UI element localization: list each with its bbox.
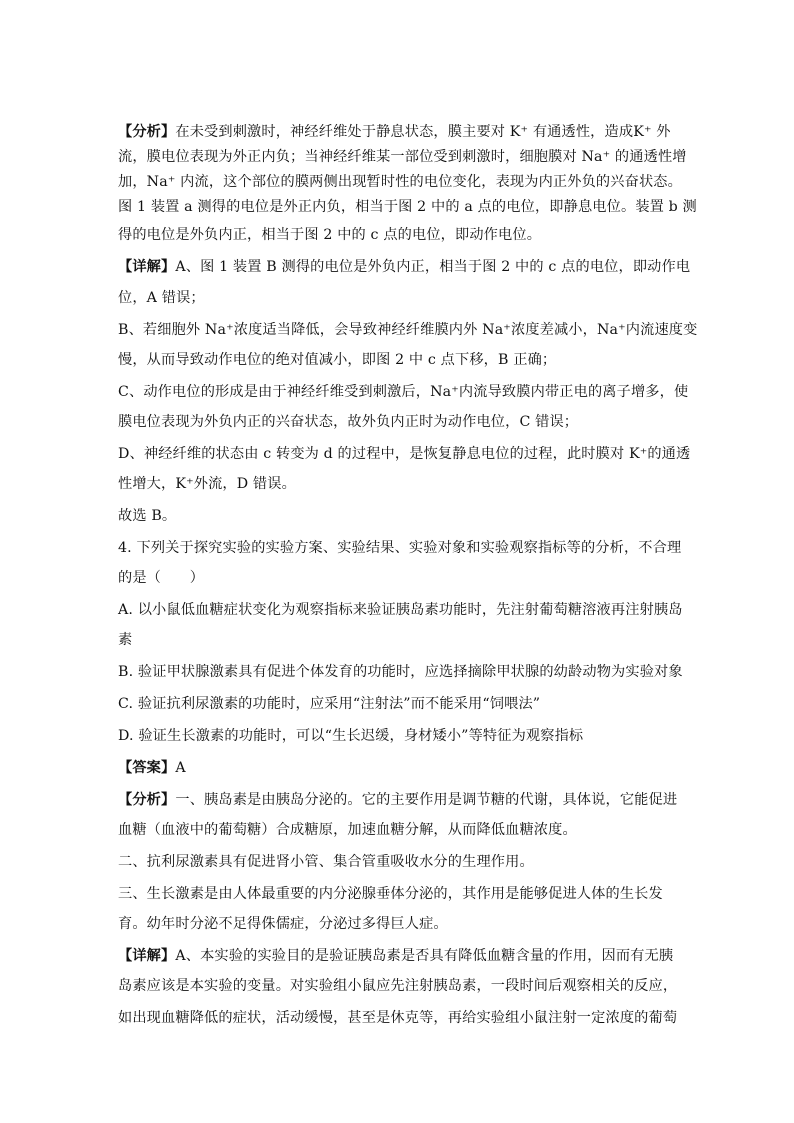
option-d: D. 验证生长激素的功能时，可以“生长迟缓，身材矮小”等特征为观察指标 <box>118 728 584 744</box>
analysis-line-1 <box>118 122 678 142</box>
analysis2-point-2: 二、抗利尿激素具有促进肾小管、集合管重吸收水分的生理作用。 <box>118 854 534 870</box>
detail-d-line-2: 性增大，K⁺外流，D 错误。 <box>118 476 296 492</box>
answer-value: A <box>175 760 186 776</box>
analysis-text: 在未受到刺激时，神经纤维处于静息状态，膜主要对 K⁺ 有通透性，造成K⁺ 外 <box>175 124 671 140</box>
detail2-line-1 <box>118 946 678 966</box>
detail-c-line-2: 膜电位表现为外负内正的兴奋状态，故外负内正时为动作电位，C 错误； <box>118 414 579 430</box>
analysis2-line-2: 血糖（血液中的葡萄糖）合成糖原，加速血糖分解，从而降低血糖浓度。 <box>118 822 577 838</box>
option-c: C. 验证抗利尿激素的功能时，应采用“注射法”而不能采用“饲喂法” <box>118 696 541 712</box>
detail-line-2: 位，A 错误； <box>118 290 205 306</box>
analysis2-line-1 <box>118 790 678 810</box>
analysis-line-4: 图 1 装置 a 测得的电位是外正内负，相当于图 2 中的 a 点的电位，即静息电位。装置 b 测 <box>118 199 697 215</box>
option-a-line-1: A. 以小鼠低血糖症状变化为观察指标来验证胰岛素功能时，先注射葡萄糖溶液再注射胰岛 <box>118 602 683 618</box>
detail-tag: 【详解】 <box>118 259 176 275</box>
answer-line <box>118 758 678 778</box>
option-a-line-2: 素 <box>118 632 133 648</box>
detail-c-line-1: C、动作电位的形成是由于神经纤维受到刺激后，Na⁺内流导致膜内带正电的离子增多，使 <box>118 384 689 400</box>
detail2-text: A、本实验的实验目的是验证胰岛素是否具有降低血糖含量的作用，因而有无胰 <box>175 948 674 964</box>
answer-tag: 【答案】 <box>118 760 176 776</box>
detail-line-1 <box>118 257 691 277</box>
detail-d-line-1: D、神经纤维的状态由 c 转变为 d 的过程中，是恢复静息电位的过程，此时膜对 K⁺的通透 <box>118 446 691 462</box>
detail-text: A、图 1 装置 B 测得的电位是外负内正，相当于图 2 中的 c 点的电位，即动作电 <box>175 259 691 275</box>
detail-b-line-1: B、若细胞外 Na⁺浓度适当降低，会导致神经纤维膜内外 Na⁺浓度差减小，Na⁺内流速度变 <box>118 322 698 338</box>
detail2-line-2: 岛素应该是本实验的变量。对实验组小鼠应先注射胰岛素，一段时间后观察相关的反应， <box>118 978 678 994</box>
analysis2-tag: 【分析】 <box>118 792 176 808</box>
analysis-line-3: 加，Na⁺ 内流，这个部位的膜两侧出现暂时性的电位变化，表现为内正外负的兴奋状态。 <box>118 174 682 190</box>
conclusion-line: 故选 B。 <box>118 508 177 524</box>
question-4-line-1: 4. 下列关于探究实验的实验方案、实验结果、实验对象和实验观察指标等的分析，不合理 <box>118 540 682 556</box>
detail2-line-3: 如出现血糖降低的症状，活动缓慢，甚至是休克等，再给实验组小鼠注射一定浓度的葡萄 <box>118 1010 678 1026</box>
analysis-tag: 【分析】 <box>118 124 176 140</box>
question-4-line-2: 的是（ ） <box>118 570 205 586</box>
option-b: B. 验证甲状腺激素具有促进个体发育的功能时，应选择摘除甲状腺的幼龄动物为实验对象 <box>118 664 683 680</box>
detail-b-line-2: 慢，从而导致动作电位的绝对值减小，即图 2 中 c 点下移，B 正确； <box>118 352 557 368</box>
analysis2-point-3-line-2: 育。幼年时分泌不足得侏儒症，分泌过多得巨人症。 <box>118 916 448 932</box>
analysis-line-5: 得的电位是外负内正，相当于图 2 中的 c 点的电位，即动作电位。 <box>118 227 542 243</box>
analysis-line-2: 流，膜电位表现为外正内负；当神经纤维某一部位受到刺激时，细胞膜对 Na⁺ 的通透性增 <box>118 149 687 165</box>
detail2-tag: 【详解】 <box>118 948 176 964</box>
analysis2-text: 一、胰岛素是由胰岛分泌的。它的主要作用是调节糖的代谢，具体说，它能促进 <box>175 792 678 808</box>
analysis2-point-3-line-1: 三、生长激素是由人体最重要的内分泌腺垂体分泌的，其作用是能够促进人体的生长发 <box>118 886 663 902</box>
